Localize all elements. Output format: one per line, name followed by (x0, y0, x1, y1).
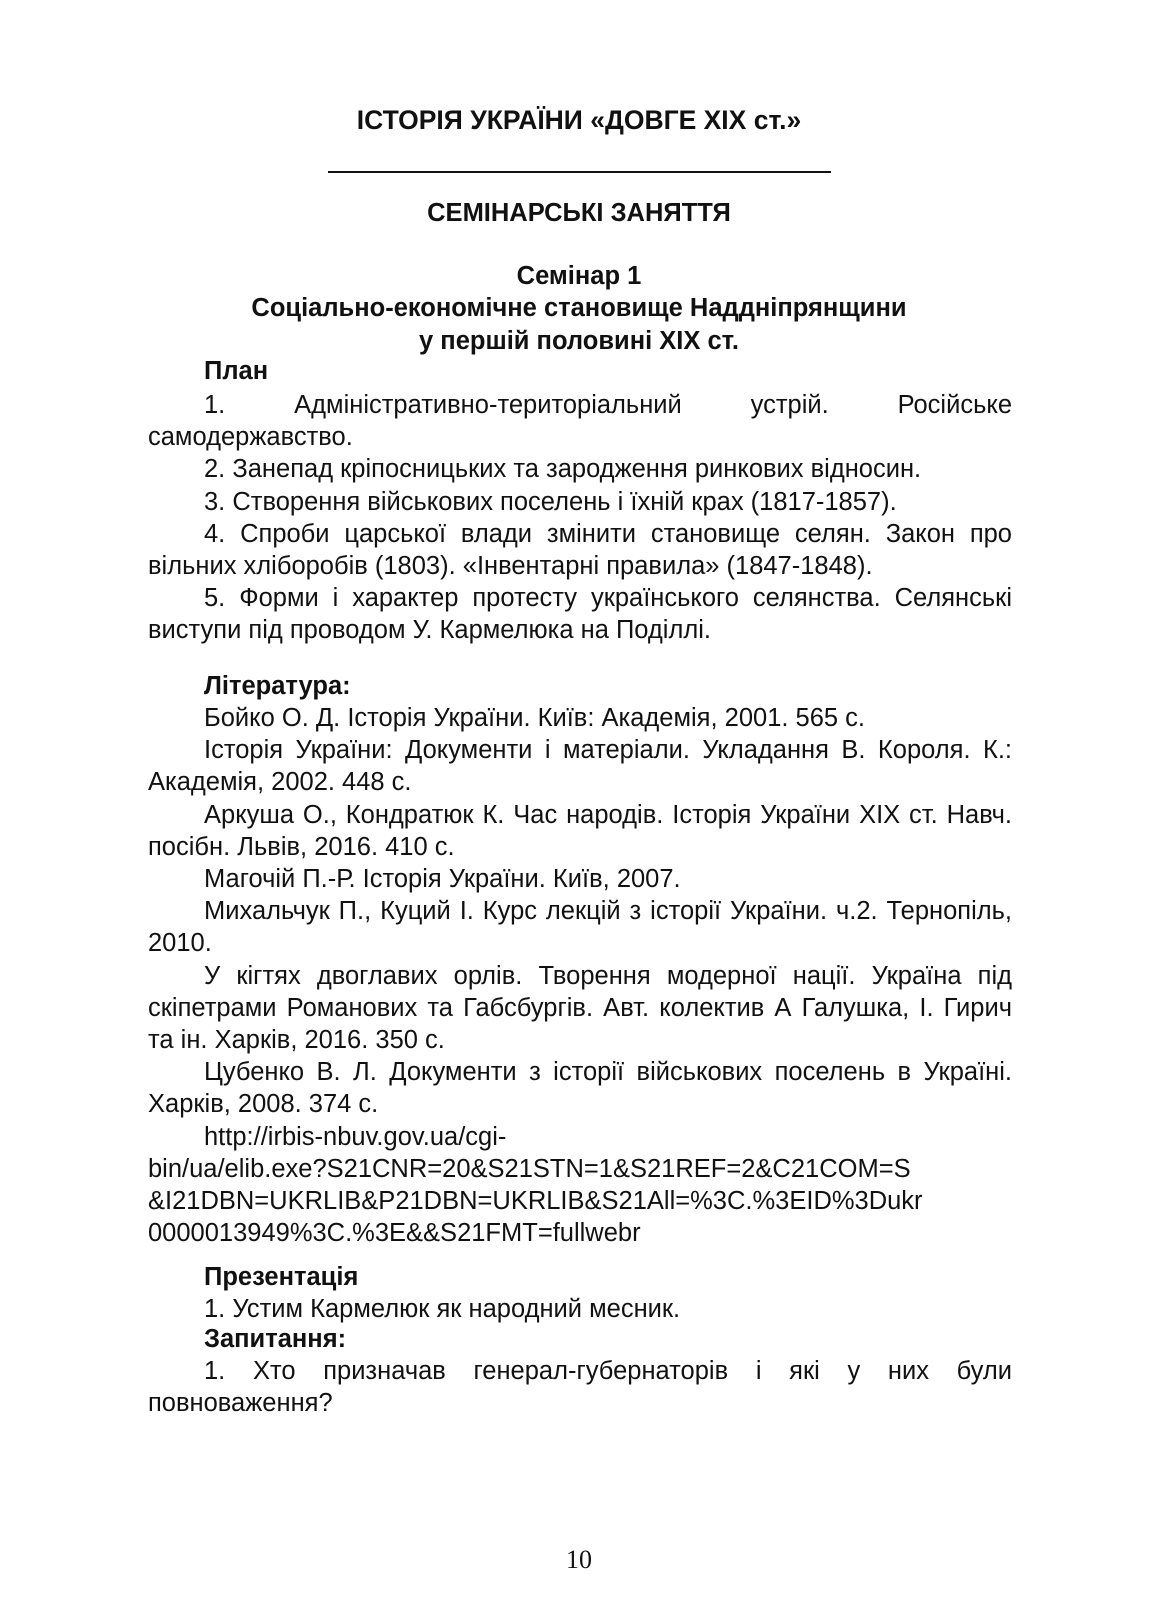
literature-url-line: &I21DBN=UKRLIB&P21DBN=UKRLIB&S21All=%3C.%3EID%3Dukr (148, 1187, 923, 1216)
presentation-heading: Презентація (204, 1263, 359, 1291)
literature-url-line: bin/ua/elib.exe?S21CNR=20&S21STN=1&S21REF=2&C21COM=S (148, 1154, 911, 1183)
literature-item: Аркуша О., Кондратюк К. Час народів. Історія України ХІХ ст. Навч. посібн. Львів, 2016. 410 с. (148, 800, 1012, 861)
literature-heading: Література: (204, 672, 351, 700)
presentation-item: 1. Устим Кармелюк як народний месник. (204, 1295, 681, 1323)
literature-item: Магочій П.-Р. Історія України. Київ, 2007. (204, 865, 681, 894)
plan-item: 3. Створення військових поселень і їхній крах (1817-1857). (204, 487, 897, 516)
literature-item: Історія України: Документи і матеріали. Укладання В. Короля. К.: Академія, 2002. 448 с. (148, 736, 1012, 797)
seminar-title-line1: Соціально-економічне становище Наддніпрянщини (251, 294, 907, 322)
plan-item: 5. Форми і характер протесту українського селянства. Селянські виступи під проводом У. Кармелюка на Поділлі. (148, 584, 1012, 645)
questions-heading: Запитання: (204, 1325, 347, 1353)
literature-item: Михальчук П., Куций І. Курс лекцій з історії України. ч.2. Тернопіль, 2010. (148, 897, 1012, 958)
literature-item: Цубенко В. Л. Документи з історії військових поселень в Україні. Харків, 2008. 374 с. (148, 1058, 1012, 1119)
literature-url-line: http://irbis-nbuv.gov.ua/cgi- (204, 1122, 507, 1151)
literature-url-line: 0000013949%3C.%3E&&S21FMT=fullwebr (148, 1219, 641, 1248)
plan-item: 2. Занепад кріпосницьких та зародження ринкових відносин. (204, 455, 922, 484)
plan-heading: План (204, 357, 269, 385)
plan-item: 1. Адміністративно-територіальний устрій. Російське самодержавство. (148, 391, 1012, 452)
questions-list (148, 1355, 1012, 1419)
question-item: 1. Хто призначав генерал-губернаторів і які у них були повноваження? (148, 1357, 1012, 1418)
literature-item: Бойко О. Д. Історія України. Київ: Академія, 2001. 565 с. (204, 704, 866, 732)
title-divider (328, 171, 831, 173)
seminar-number: Семінар 1 (516, 262, 642, 290)
presentation-list (148, 1293, 1012, 1325)
literature-list (148, 702, 1012, 1249)
book-title: ІСТОРІЯ УКРАЇНИ «ДОВГЕ ХІХ ст.» (356, 105, 802, 135)
literature-item: У кігтях двоглавих орлів. Творення модерної нації. Україна під скіпетрами Романових та Габсбургів. Авт. колектив А Галушка, І. Гирич та ін. Харків, 2016. 350 с. (148, 961, 1012, 1055)
seminar-title-line2: у першій половині ХІХ ст. (419, 327, 739, 355)
page-number: 10 (566, 1545, 592, 1574)
plan-list (148, 389, 1012, 647)
section-title: СЕМІНАРСЬКІ ЗАНЯТТЯ (427, 199, 731, 227)
plan-item: 4. Спроби царської влади змінити становище селян. Закон про вільних хліборобів (1803). «Інвентарні правила» (1847-1848). (148, 519, 1012, 581)
